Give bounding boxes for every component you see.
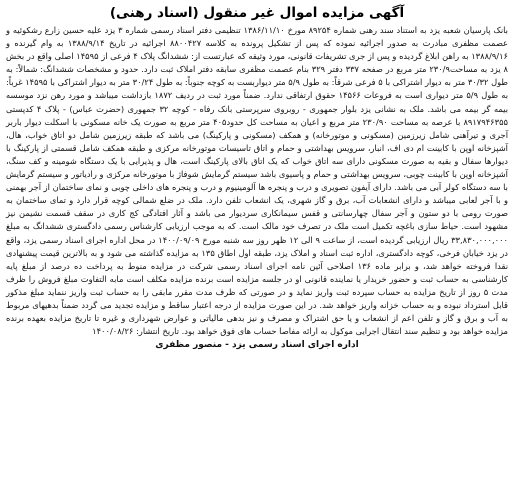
notice-signature: اداره اجرای اسناد رسمی یزد - منصور مظفری bbox=[155, 340, 359, 351]
notice-body: بانک پارسیان شعبه یزد به استناد سند رهنی شماره ۸۹۲۵۴ مورخ ۱۳۸۶/۱۱/۱۰ تنظیمی دفتر اسناد رسمی شماره ۳ یزد علیه حسین زارع رشکوئیه و عصمت مظفری مبادرت به صدور اجرائیه نموده که پس از تشکیل پرونده به کلاسه ۸۸۰۰۴۲۷ اجرائیه در تاریخ ۱۳۸۸/۹/۱۴ به وام گیرنده و ۱۳۸۸/۹/۱۶ به راهن ابلاغ گردیده و پس از جری تشریفات قانونی، مورد وثیقه که عبارتست از: ششدانگ پلاک ۴ فرعی از ۱۴۵۹۵ اصلی واقع در بخش ۸ یزد به مساحت۲۳۰/۹ متر مربع در صفحه ۳۳۷ دفتر ۳۲۹ بنام عصمت مظفری سابقه دفتر املاک ثبت دارد. حدود و مشخصات ششدانگ: شمالاً: به طول ۳۰/۳۲ متر به دیوار اشتراکی با ۵ فرعی شرقاً: به طول ۵/۹ متر دیواربست به کوچه جنوباً: به طول ۳۰/۲۴ متر به دیوار اشتراکی با ۱۴۵۹۵ غرباً: به طول ۵/۹ متر دیواری است به فروعات ۱۴۵۶۶ حقوق ارتفاقی ندارد. ضمناً مورد ثبت در ردیف ۱۸۷۲ بازداشت میباشد و مورد رهن نزد موسسه بیمه گر بیمه می باشد. ملک به نشانی یزد بلوار جمهوری - روبروی سرپرستی بانک رفاه - کوچه ۳۲ جمهوری (حضرت عباس) - پلاک ۴ کدپستی ۸۹۱۷۹۴۶۳۵۵ با عرصه به مساحت ۲۳۰/۹۰ متر مربع و اعیان به مساحت کل حدود۴۰۵ متر مربع به صورت یک خانه مسکونی با اسکلت دیوار باربر آجری و تیرآهنی شامل زیرزمین (مسکونی و موتورخانه) و همکف (مسکونی و پارکینگ) می باشد که طبقه زیرزمین شامل دو اتاق خواب، هال، آشپزخانه اوپن با کابینت ام دی اف، انبار، سرویس بهداشتی و حمام و اتاق تاسیسات موتورخانه مرکزی و طبقه همکف شامل قسمتی از پارکینگ با دیوارها سفال و بقیه به صورت مسکونی دارای سه اتاق خواب که یک اتاق بالای پارکینگ است، هال و پذیرایی با یک دستگاه شومینه و کف سنگ، آشپزخانه اوپن با کابینت چوبی، سرویس بهداشتی و حمام و پاسیوی باشد سیستم گرمایش شوفاژ با موتورخانه مرکزی و رادیاتور و سیستم گرمایش با سه دستگاه کولر آبی می باشد. دارای آیفون تصویری و درب و پنجره ها آلومینیوم و درب و پنجره های داخلی چوبی و نمای ساختمان از آجر بهمنی و با آجر لعابی میباشد و دارای انشعابات آب، برق و گاز شهری، یک انشعاب تلفن دارد. ملک در ضلع شمالی کوچه قرار دارد و تمای ساختمان به صورت رومی با دو ستون و آجر سفال چهارسانتی و قفس سیمانکاری سردیوار می باشد و آثار افتادگی کج کاری در سقف قسمت نشیمن نیز مشهود است. حیاط سازی باغچه تکمیل است ملک در تصرف خود مالک است. که به موجب ارزیابی کارشناس رسمی دادگستری ششدانگ به مبلغ ۳۳,۸۳۰,۰۰۰,۰۰۰ ریال ارزیابی گردیده است، از ساعت ۹ الی ۱۲ ظهر روز سه شنبه مورخ ۱۴۰۰/۰۹/۰۹ در محل اداره اجرای اسناد رسمی یزد، واقع در یزد خیابان فرخی، کوچه دادگستری، اداره ثبت اسناد و املاک یزد، طبقه اول اطاق ۱۳۵ به مزایده گذاشته می شود و به بالاترین قیمت پیشنهادی نقدا فروخته خواهد شد، و برابر ماده ۱۳۶ اصلاحی آئین نامه اجرای اسناد رسمی شرکت در مزایده منوط به پرداخت ده درصد از مبلغ پایه کارشناسی به حساب ثبت و حضور خریدار یا نماینده قانونی او در جلسه مزایده است برنده مزایده مکلف است مابه التفاوت مبلغ فروش را ظرف مدت ۵ روز از تاریخ مزایده به حساب سپرده ثبت واریز نماید و در صورتی که ظرف مدت مقرر مابقی را به حساب ثبت واریز ننماید مبلغ مذکور قابل استرداد نبوده و به حساب خزانه واریز خواهد شد. در این صورت مزایده از درجه اعتبار ساقط و مزایده تجدید می گردد ضمناً بدهیهای مربوط به آب و برق و گاز و تلفن اعم از انشعاب و یا حق اشتراک و مصرف و نیز بدهی مالیاتی و عوارض شهرداری و غیره تا تاریخ مزایده بعهده برنده مزایده خواهد بود و تنظیم سند انتقال اجرایی موکول به ارائه مفاصا حساب های فوق خواهد بود. تاریخ انتشار: ۱۴۰۰/۰۸/۲۶ bbox=[6, 25, 509, 337]
notice-title: آگهی مزایده اموال غیر منقول (اسناد رهنی) bbox=[109, 5, 405, 21]
auction-notice bbox=[6, 4, 508, 475]
